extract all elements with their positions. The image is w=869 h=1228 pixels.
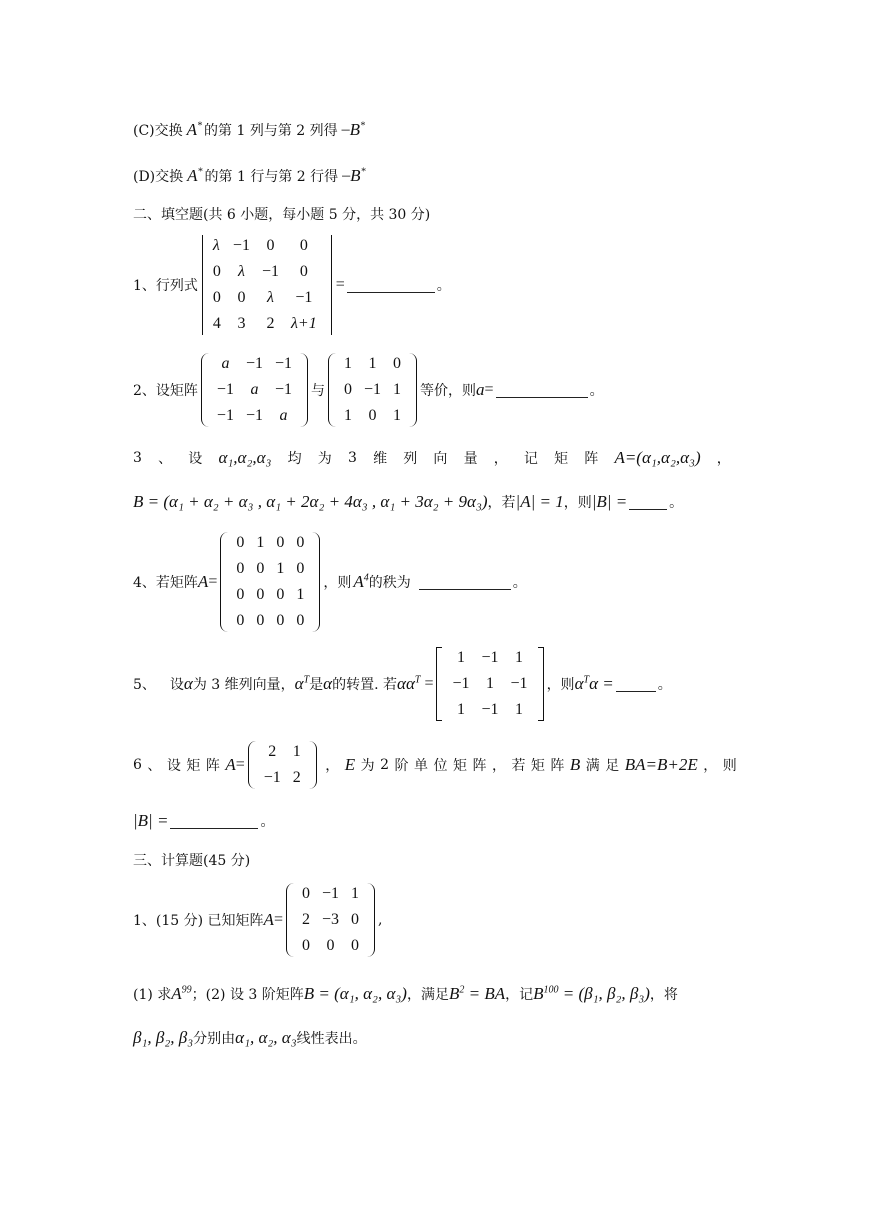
alphas: α₁, α₂, α₃ [235,1028,297,1047]
q2-connector: 与 [311,383,326,399]
option-c-text: 的第 1 列与第 2 列得 [204,123,338,139]
comma: , [378,912,383,928]
word: 则 [722,758,737,774]
matrix-cell: 0 [299,237,308,254]
matrix-symbol: B* [350,166,366,185]
c1-part-6: 分别由 [193,1031,236,1047]
matrix-cell: 4 [212,315,221,332]
section-heading-calculation: 三、计算题(45 分) [133,853,251,869]
q5-text-4: 的转置. 若 [332,677,398,693]
q4-after: ，则 [323,575,352,591]
equals-sign: = [335,276,345,293]
neg-sign: – [342,167,351,184]
b-power-100: $B^{100} = (\beta_1$, β₂, β₃) [533,984,650,1003]
word: 向 [433,451,448,467]
matrix-cell: −1 [216,407,234,424]
alpha-result: α = [589,674,614,693]
neg-sign: – [341,121,350,138]
word: ， [716,451,731,467]
matrix-a [220,530,320,634]
question-2 [133,350,604,430]
matrix-cell: −3 [321,911,339,928]
variable-a: A [197,572,209,591]
word: B [569,755,581,774]
matrix-cell: 0 [351,937,359,954]
matrix-cell: −1 [321,885,339,902]
q1-label: 1、行列式 [133,278,198,294]
word: 6 [133,757,142,773]
matrix-cell: λ [267,289,274,306]
matrix-cell: 1 [515,649,524,666]
matrix-cell: 0 [296,612,305,629]
question-3-line-2 [133,488,683,516]
matrix-cell: 1 [292,743,301,760]
alpha-transpose: $\alpha^T$ [294,674,310,693]
matrix-cell: −1 [245,407,263,424]
det-a-condition: |A| = 1 [515,492,564,511]
matrix-cell: 0 [212,263,221,280]
word: ， [325,758,340,774]
matrix-cell: 0 [236,612,245,629]
q5-text-3: 是 [309,677,324,693]
alpha-alpha-transpose: $\alpha\alpha^T$ [397,674,421,693]
matrix-cell: a [221,355,230,372]
word: 设 [188,451,203,467]
word: 位 [433,758,448,774]
q5-label: 5、 [133,677,156,693]
word: 矩 [554,451,569,467]
matrix-cell: −1 [232,237,250,254]
word: 矩 [186,758,201,774]
q4-rank-text: 的秩为 [368,575,411,591]
matrix-bracket [436,645,543,723]
matrix-cell: 0 [276,534,285,551]
matrix-cell: λ+1 [290,315,317,332]
matrix-cell: −1 [274,381,293,398]
word: E [344,755,356,774]
matrix-cell: 0 [296,560,305,577]
matrix-cell: −1 [452,675,470,692]
matrix-cell: a [279,407,288,424]
matrix-cell: 1 [393,407,402,424]
matrix-cell: λ [237,263,245,280]
matrix-cell: 1 [344,407,353,424]
equals-sign: = [235,756,245,773]
equals-sign: = [484,381,494,398]
matrix-cell: 1 [296,586,305,603]
calc-question-1 [133,880,382,960]
matrix-cell: −1 [245,355,263,372]
vector-expression-b: B = (α₁ + α₂ + α₃ , α₁ + 2α₂ + 4α₃ , α₁ + 3α₂ + 9α₃) [133,492,488,511]
matrix-cell: 2 [301,911,310,928]
word: 量 [463,451,478,467]
q4-label: 4、若矩阵 [133,575,198,591]
matrix-cell: 0 [256,560,265,577]
word: A=(α₁,α₂,α₃) [614,448,701,467]
matrix-cell: −1 [216,381,234,398]
word: α₁,α₂,α₃ [218,448,272,467]
matrix-symbol: B* [349,120,366,139]
alpha: α [183,674,193,693]
option-c-label: (C)交换 [133,123,183,139]
period: 。 [657,677,672,693]
betas: β₁, β₂, β₃ [133,1028,194,1047]
word: 阶 [394,758,409,774]
matrix-a [201,351,308,429]
equals-sign: = [273,911,283,928]
word: 均 [287,451,302,467]
matrix-cell: −1 [481,701,499,718]
matrix-cell: 0 [266,237,275,254]
q3-condition: ，若 [487,495,516,511]
matrix-cell: 0 [301,937,310,954]
q2-label: 2、设矩阵 [133,383,198,399]
word: 矩 [530,758,545,774]
question-5 [133,646,672,722]
matrix-cell: 2 [268,743,277,760]
matrix-cell: 0 [301,885,310,902]
matrix-cell: 0 [344,381,353,398]
c1-part-1: (1) 求 [133,987,172,1003]
matrix-cell: 1 [368,355,377,372]
matrix-cell: 0 [368,407,377,424]
word: 单 [414,758,429,774]
word: ， [703,758,718,774]
word: 阵 [472,758,487,774]
matrix-cell: 1 [393,381,402,398]
matrix-symbol: A* [187,166,203,185]
option-d [133,164,366,188]
alpha: α [323,674,333,693]
c1-label: 1、(15 分) 已知矩阵 [133,913,264,929]
det-b: |B| = [133,811,169,830]
word: 满 [585,758,600,774]
q5-then: ，则 [546,677,575,693]
period: 。 [260,814,275,830]
matrix-a [286,881,375,959]
power-a99: $A^{99}$ [171,984,192,1003]
matrix-cell: 0 [296,534,305,551]
q2-after: 等价，则 [420,383,477,399]
word: 阵 [584,451,599,467]
matrix-cell: 3 [237,315,246,332]
answer-blank [629,495,667,510]
question-3-line-1 [133,445,731,471]
matrix-cell: 0 [393,355,402,372]
matrix-cell: 1 [276,560,285,577]
matrix-cell: 0 [237,289,246,306]
c1-part-3: ，满足 [406,987,449,1003]
word: 设 [166,758,181,774]
matrix-cell: −1 [510,675,528,692]
option-d-text: 的第 1 行与第 2 行得 [204,169,339,185]
alpha-transpose: $\alpha^T$ [574,674,590,693]
matrix-cell: 0 [351,911,359,928]
word: 若 [511,758,526,774]
answer-blank [347,278,435,293]
matrix-cell: 1 [351,885,359,902]
q5-text-2: 为 3 维列向量， [192,677,295,693]
question-4 [133,530,527,634]
option-d-label: (D)交换 [133,169,184,185]
matrix-cell: −1 [263,769,281,786]
matrix-cell: a [250,381,259,398]
c1-part-2: ；(2) 设 3 阶矩阵 [191,987,304,1003]
c1-part-4: ，记 [505,987,534,1003]
matrix-b [328,351,417,429]
matrix-cell: −1 [481,649,499,666]
det-b: |B| = [591,492,628,511]
matrix-symbol: A* [186,120,203,139]
period: 。 [589,383,604,399]
matrix-cell: 1 [486,675,495,692]
word: ， [491,758,506,774]
matrix-cell: 1 [456,701,465,718]
q3-then: ，则 [563,495,592,511]
answer-blank [616,677,656,692]
matrix-a-definition [225,739,319,791]
matrix-cell: 1 [256,534,265,551]
matrix-cell: 0 [276,586,285,603]
matrix-cell: 0 [236,586,245,603]
matrix-cell: 0 [236,534,245,551]
matrix-cell: 0 [326,937,335,954]
word: 足 [605,758,620,774]
q5-text-1: 设 [169,677,184,693]
period: 。 [436,278,451,294]
word: 3 [347,450,357,466]
c1-part-5: ，将 [649,987,678,1003]
calc-question-1-line-2 [133,980,678,1008]
answer-blank [419,575,511,590]
option-c [133,118,365,142]
equals-sign: = [424,675,434,692]
matrix-cell: 0 [256,612,265,629]
matrix-cell: 0 [236,560,245,577]
matrix-cell: 0 [299,263,308,280]
matrix-cell: λ [212,237,220,254]
calc-question-1-line-3 [133,1024,367,1052]
matrix-cell: 1 [515,701,524,718]
matrix-cell: 0 [256,586,265,603]
matrix-cell: −1 [274,355,293,372]
variable-a: A [263,910,274,929]
word: BA=B+2E [624,755,698,774]
matrix-cell: −1 [364,381,382,398]
matrix-cell: 1 [456,649,465,666]
matrix-a [248,739,317,791]
period: 。 [512,575,527,591]
matrix-cell: −1 [295,289,313,306]
word: 为 [317,451,332,467]
question-6-line-1 [133,736,737,794]
matrix-cell: −1 [261,263,279,280]
word: 维 [373,451,388,467]
question-1 [133,232,451,338]
word: 阵 [550,758,565,774]
variable-a: A [225,755,236,774]
section-heading-fill-in: 二、填空题(共 6 小题，每小题 5 分，共 30 分) [133,207,431,223]
b-squared: $B^2$ = BA [448,984,506,1003]
determinant-matrix [201,233,333,337]
matrix-cell: 2 [266,315,275,332]
word: 2 [380,757,390,773]
matrix-cell: 0 [212,289,221,306]
question-6-line-2 [133,808,274,834]
word: 矩 [452,758,467,774]
word: 阵 [205,758,220,774]
period: 。 [669,495,684,511]
word: 记 [523,451,538,467]
b-definition: B = (α₁, α₂, α₃) [303,984,407,1003]
equals-sign: = [208,573,218,590]
word: 为 [360,758,375,774]
matrix-cell: 0 [276,612,285,629]
c1-part-7: 线性表出。 [296,1031,367,1047]
answer-blank [496,383,588,398]
word: 、 [147,758,162,774]
word: 列 [403,451,418,467]
word: 、 [158,451,173,467]
power-expression: $A^4$ [353,572,369,591]
word: ， [493,451,508,467]
matrix-cell: 1 [344,355,353,372]
matrix-cell: 2 [292,769,301,786]
variable-a: a [476,380,485,399]
answer-blank [170,814,258,829]
word: 3 [133,450,142,466]
